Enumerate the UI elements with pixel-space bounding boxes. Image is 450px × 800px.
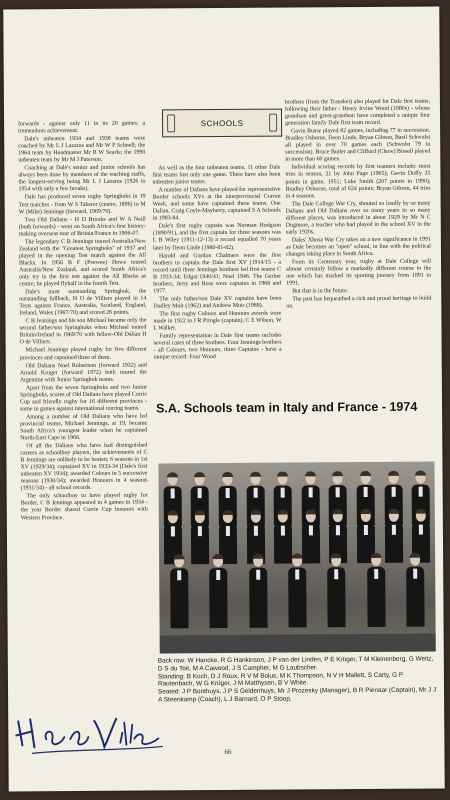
paragraph: But that is in the future. (292, 288, 349, 295)
bench (160, 634, 436, 654)
paragraph: The legendary C B Jennings toured Australia/New Zealand with the "Greatest Springboks" of 1937 and played in the opening Test match against the All Blacks. In 1956 B F (Peewee) Howe toured Australia/New Zealand, and scored South Africa's only try in the first test against the All Blacks as centre; he played flyhalf in the fourth Test. (18, 238, 147, 288)
section-header-label: SCHOOLS (200, 118, 244, 128)
paragraph: Individual scoring records by first teamers include: most tries in season, 21 by John Page (1965); Gavin Duffy 35 points in game, 1951; Luke Smith (207 points in 1990); Bradley Osborne, total of 624 points; Bryan Gibson, 44 tries in 4 seasons. (285, 163, 431, 200)
team-member (170, 555, 189, 628)
photo-seated-row (159, 554, 436, 629)
paragraph: brothers (from the Transkei) also played for Dale first teams, following their father - Henry Irvine Wood (1880s) - whose grandson and great-grandson have completed a unique four generation family Dale first team record. (284, 98, 431, 127)
column-right (285, 99, 431, 312)
page-number: 66 (224, 747, 232, 757)
section-header (162, 109, 282, 138)
paragraph: C B Jennings and his son Michael became only the second father/son Springboks when Michael toured Britain/Ireland in 1969/70 with fellow-Old Dalian H O de Villiers. (19, 317, 147, 346)
photo-caption (158, 656, 438, 705)
caption-back-row: Back row: W Hancke, R G Hankinson, J P van der Linden, P E Krüger, T M Kleinenberg, G Weitz, D S du Toit, M A Cawood, J S Campher, M G Laubscher. (157, 655, 434, 673)
team-photo (158, 462, 435, 654)
paragraph: forwards - against only 11 in its 20 games: a tremendous achievement. (18, 120, 146, 135)
paragraph: Dale's unbeaten 1934 and 1938 teams were coached by Mr L J Lazarus and Mr W P Schnell; the 1964 team by Headmaster Mr R W Searle; the 1990 unbeaten team by Mr M J Paterson. (18, 135, 146, 164)
paragraph: Dale's first rugby captain was Norman Hodgson (1890/91), and the first captain for three seasons was L B Wiley (1911-12-13) a record equalled 70 years later by Deon Linde (1980-81-82). (152, 222, 281, 252)
paragraph: Two Old Dalians - H D Brooks and W A Neill (both forwards) - went on South Africa's first history-making overseas tour of Britain/France in 1906-07. (18, 216, 146, 238)
paragraph: A number of Dalians have played for representative Border schools XVs at the interprovincial Craven Week, and some have captained these teams. One Dalian, Craig Coyle-Mayberry, captained S A Schools in 1983-84. (152, 186, 281, 222)
photo-title: S.A. Schools team in Italy and France - 1974 (156, 399, 418, 416)
paragraph: Old Dalians Noel Robertson (forward 1932) and Arnold Kruger (forward 1972) both toured the Argentine with Junior Springbok teams. (19, 362, 147, 384)
paragraph: The only schoolboy to have played rugby for Border, C B Jennings appeared in 4 games in 1934 - the year Border shared Currie Cup honours with Western Province. (20, 492, 148, 521)
paragraph: Among a number of Old Dalians who have led provincial teams, Michael Jennings, at 19, became South Africa's youngest leader when he captained North-East Cape in 1966. (20, 413, 148, 442)
paragraph: The first rugby Colours and Honours awards were made in 1922 to J R Pringle (captain), C E Wilson, W L Walker. (153, 310, 282, 332)
team-member (288, 554, 307, 627)
paragraph: As well as the four unbeaten teams, 11 other Dale first teams lost only one game. There have also been unbeaten junior teams. (152, 164, 281, 186)
paragraph: Family representation in Dale first teams includes several cases of three brothers. Four Jennings brothers - all Colours, two Honours, three Captains - have a unique record: Four Wood (153, 332, 282, 361)
team-member (249, 555, 268, 628)
column-middle (152, 165, 281, 363)
paragraph: The past has bequeathed a rich and proud heritage to build on. (286, 295, 432, 310)
caption-standing: Standing: B Koch, D J Roux, R V M Bolus, M K Thompson, N V H Mallett, S Carty, G P Rautenbach, W G Krüger, J M Matthysen, B V White. (157, 671, 404, 688)
column-left (18, 121, 148, 523)
paragraph: From its Centenary year, rugby at Dale College will almost certainly follow a markedly different course to the one which has marked its sporting journey from 1891 to 1991. (286, 258, 432, 287)
paragraph: Apart from the seven Springboks and two Junior Springboks, scores of Old Dalians have played Currie Cup and friendly rugby for 16 different provinces - some in games against international touring teams. (19, 384, 148, 413)
paragraph: Gavin Busse played 82 games, including 77 in succession. Bradley Osborne, Deon Linde, Bryan Gibson, Basil Schwulst all played in over 70 games each (Schwulst 79 in succession). Bruce Butler and Clifford (Chow) Bissell played in more than 60 games. (285, 127, 431, 163)
paragraph: The only father/son Dale XV captains have been Dudley Muir (1962) and Andrew Muir (1988). (153, 295, 282, 310)
handwritten-signature (12, 708, 172, 759)
paragraph: Harold and Gordon Chalmers were the first brothers to captain the Dale first XV (1914/15 - a record until three Jennings brothers led first teams C B 1933-34; Edgar:1940/41; Noel 1946. The Gerber brothers, Jerry and Ross were captains in 1968 and 1977. (153, 252, 282, 295)
team-member (209, 555, 228, 628)
team-member (327, 554, 346, 627)
team-member (406, 554, 425, 627)
paragraph: Dale's most outstanding Springbok, the outstanding fullback, H O de Villiers played in 14 Tests against France, Australia, Scotland, England, Ireland, Wales (1967/70) and scored 26 points. (19, 288, 147, 317)
paragraph: Of all the Dalians who have had distinguished careers as schoolboy players, the achievements of C B Jennings are unlikely to be beaten; 6 seasons in 1st XV (1929/34); captained XV in 1933-34 (Dale's first unbeaten XV 1934); awarded Colours in 5 successive seasons (1930/34); awarded Honours in 4 seasons (1931/34) - all school records. (20, 442, 148, 492)
paragraph: Dale has produced seven rugby Springboks in 19 Test matches - from W S Taberer (centre, 1896) to M W (Mike) Jennings (forward, 1969/70). (18, 194, 146, 215)
paragraph: The Dale College War Cry, shouted so loudly by so many Dalians and Old Dalians over so many years in so many different places, was introduced in about 1929 by Mr N C Dugmore, a teacher who had played in the school XV in the early 1920s. (285, 200, 431, 236)
paragraph: Coaching at Dale's senior and junior schools has always been done by members of the teaching staffs, the longest-serving being Mr L J Lazarus (1926 to 1954 with only a few breaks). (18, 164, 146, 193)
book-page (3, 6, 444, 791)
caption-seated: Seated: J P Bonthuys, J P S Geldenhuys, Mr J Prozesky (Manager), B R Pienaar (Captain), Mr J J A Steenkamp (Coach), L J Barnard, O P Stoop. (158, 686, 437, 704)
team-member (367, 554, 386, 627)
paragraph: Dales' Xhosa War Cry takes on a new significance in 1991 as Dale becomes an "open" school, in line with the political changes taking place in South Africa. (285, 236, 431, 258)
paragraph: Michael Jennings played rugby for five different provinces and captained three of them. (19, 346, 147, 361)
